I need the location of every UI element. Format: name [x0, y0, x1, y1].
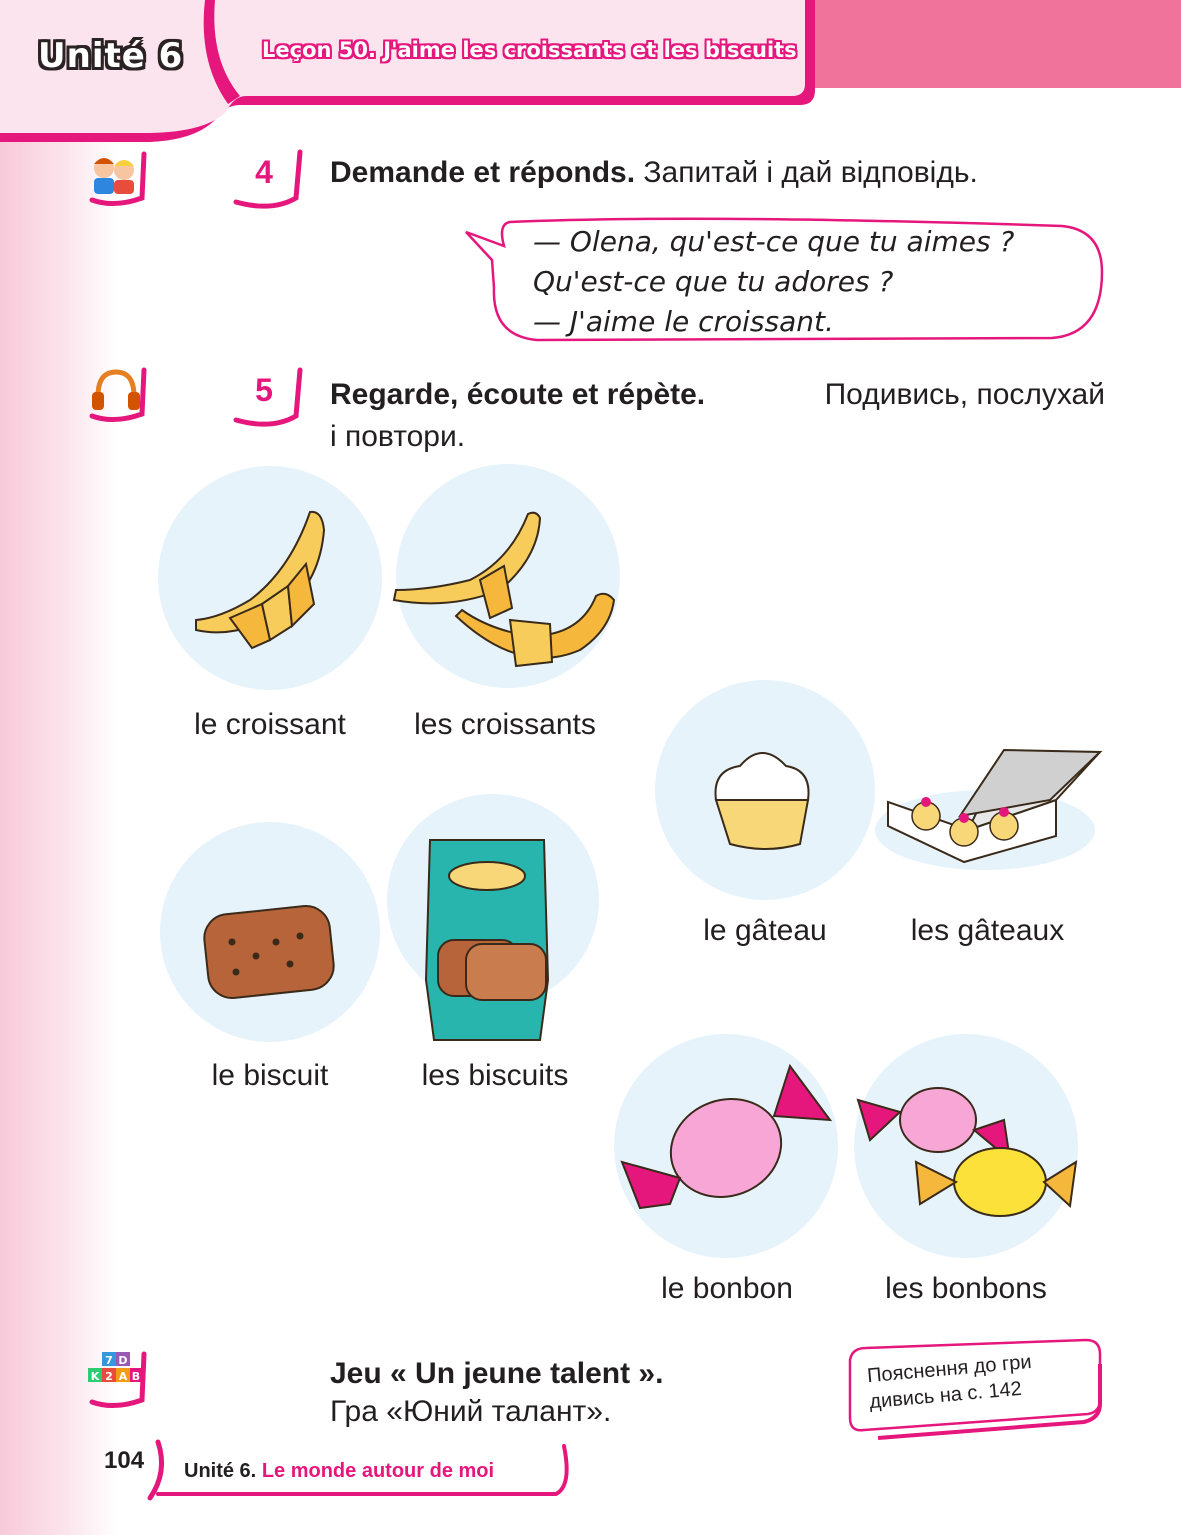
exercise-5-number: 5: [255, 372, 273, 408]
exercise-4-number: 4: [255, 154, 273, 190]
game-subtitle: Гра «Юний талант».: [330, 1395, 612, 1428]
block-letter: B: [131, 1370, 141, 1383]
game-note-line-1: Пояснення до гри: [866, 1350, 1033, 1388]
exercise-4-instruction: [330, 156, 978, 190]
block-letter: 7: [105, 1354, 113, 1367]
block-letter: K: [90, 1370, 100, 1383]
word-les-croissants: les croissants: [414, 708, 596, 741]
page-number: 104: [104, 1447, 145, 1474]
game-note-line-2: дивись на с. 142: [868, 1377, 1023, 1414]
word-les-bonbons: les bonbons: [885, 1272, 1047, 1305]
word-le-gateau: le gâteau: [703, 914, 827, 947]
exercise-5-title-ua-1: Подивись, послухай: [824, 378, 1105, 411]
exercise-4-title-fr: Demande et réponds.: [330, 156, 636, 189]
unit-label: Unité 6: [38, 36, 184, 76]
block-letter: D: [118, 1354, 128, 1367]
word-le-biscuit: le biscuit: [211, 1059, 329, 1092]
biscuits-pack-picture: [426, 840, 548, 1040]
exercise-5-title-fr: Regarde, écoute et répète.: [330, 378, 706, 411]
footer-unit-title: Le monde autour de moi: [261, 1460, 495, 1482]
block-letter: 2: [105, 1370, 113, 1383]
headphones-icon: [84, 364, 150, 424]
biscuit-picture: [202, 904, 336, 1001]
dialog-text: [533, 222, 1014, 342]
word-les-gateaux: les gâteaux: [910, 914, 1065, 947]
pair-work-icon: [84, 148, 150, 208]
lesson-title: Leçon 50. J'aime les croissants et les biscuits: [262, 38, 797, 62]
game-block: [330, 1355, 663, 1431]
footer-title: [184, 1460, 494, 1483]
word-le-croissant: le croissant: [194, 708, 346, 741]
footer-unit: Unité 6.: [184, 1460, 257, 1482]
dialog-line-1: — Olena, qu'est-ce que tu aimes ?: [533, 225, 1015, 258]
block-letter: A: [118, 1370, 128, 1383]
exercise-4-title-ua: Запитай і дай відповідь.: [643, 156, 978, 189]
game-title: Jeu « Un jeune talent ».: [330, 1357, 664, 1390]
dialog-line-2: Qu'est-ce que tu adores ?: [533, 265, 894, 298]
vocabulary-pictures: [0, 440, 1181, 1320]
dialog-line-3: — J'aime le croissant.: [533, 305, 834, 338]
exercise-5-title-ua-2: і повтори.: [330, 420, 466, 453]
word-le-bonbon: le bonbon: [661, 1272, 793, 1305]
word-les-biscuits: les biscuits: [421, 1059, 569, 1092]
letter-blocks-icon: [84, 1348, 150, 1410]
